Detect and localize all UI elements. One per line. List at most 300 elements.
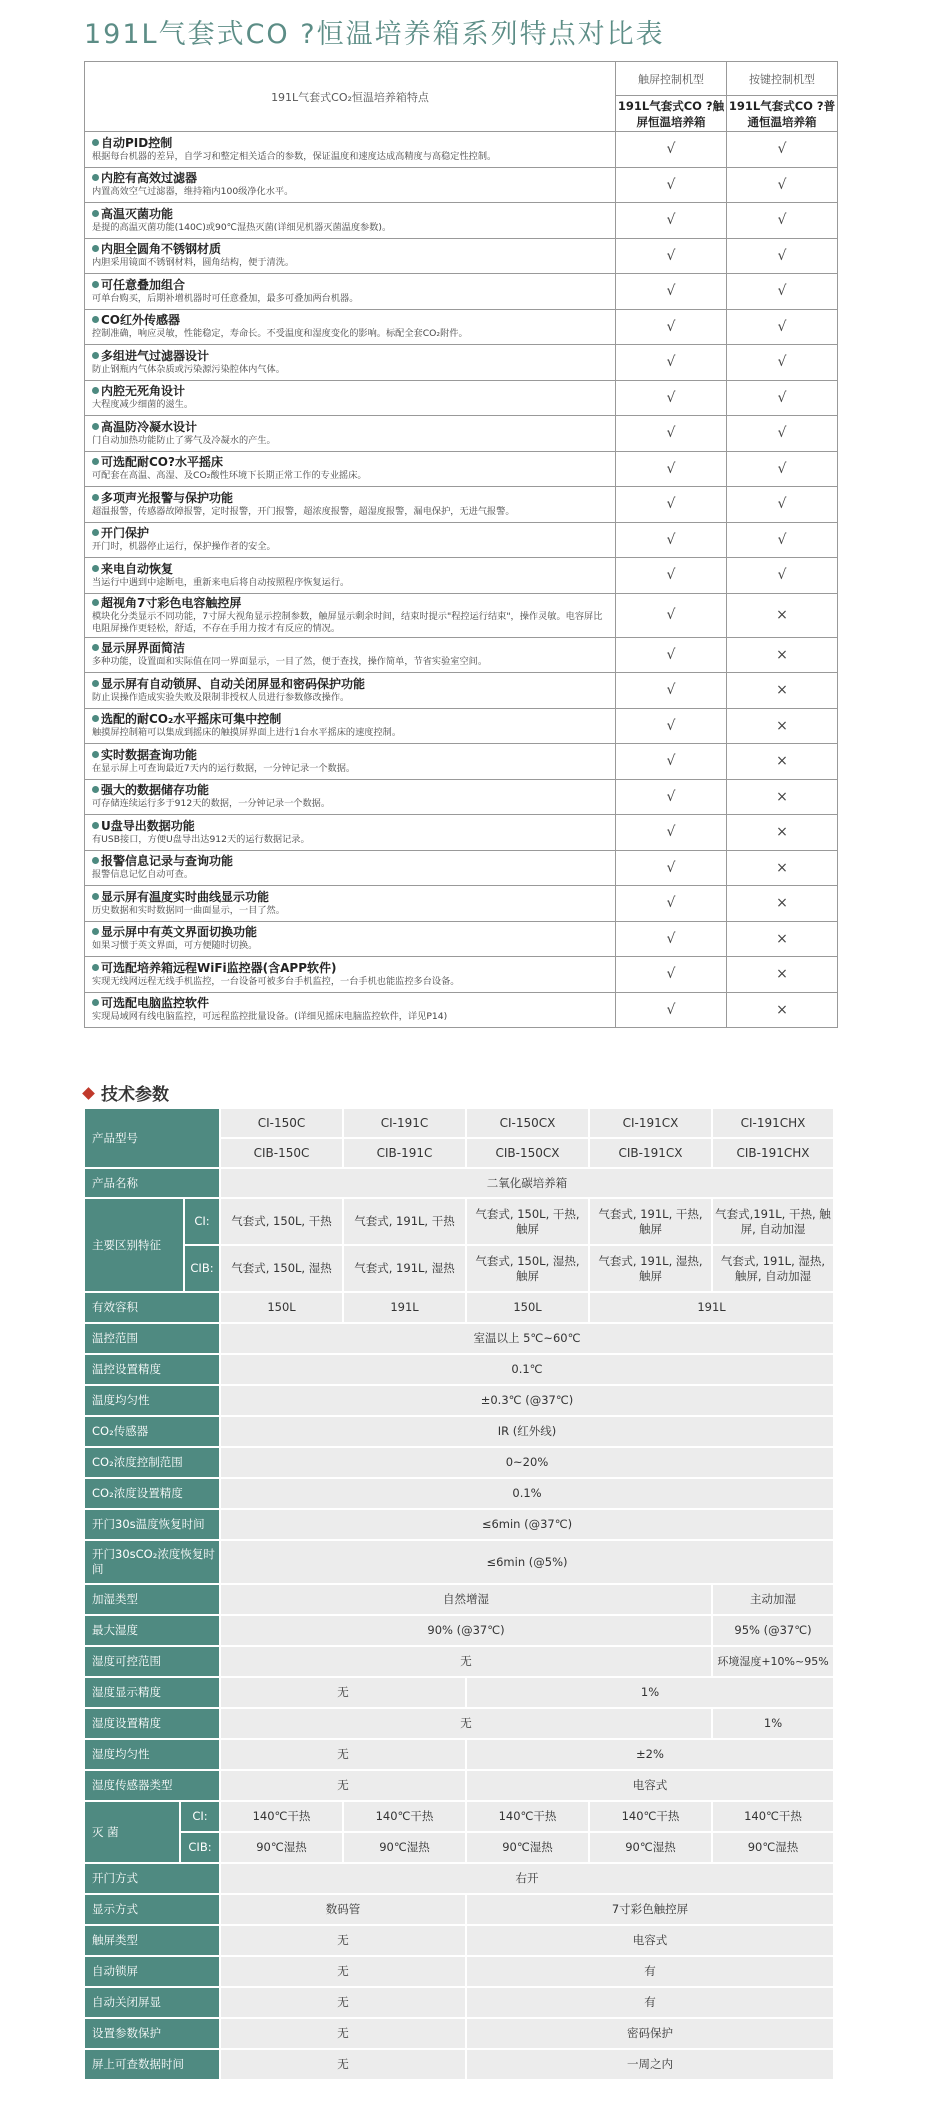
- button-mark: √: [727, 167, 838, 203]
- button-mark: ×: [727, 850, 838, 886]
- touch-mark: √: [616, 957, 727, 993]
- humid-set-label: 湿度设置精度: [84, 1708, 220, 1739]
- feature-desc: 实现局域网有线电脑监控，可远程监控批量设备。(详细见摇床电脑监控软件，详见P14): [92, 1011, 448, 1023]
- subheader-button: 191L气套式CO ?普通恒温培养箱: [727, 96, 838, 132]
- comparison-row: [85, 522, 838, 558]
- bullet-icon: [92, 599, 99, 606]
- feature-name-text: 自动PID控制: [101, 135, 173, 150]
- comparison-row: [85, 957, 838, 993]
- spec-label: 显示方式: [84, 1894, 220, 1925]
- touch-mark: √: [616, 274, 727, 310]
- feature-name: [92, 712, 609, 727]
- bullet-icon: [92, 494, 99, 501]
- feature-name: [92, 420, 609, 435]
- comparison-row: [85, 708, 838, 744]
- feature-name: [92, 171, 609, 186]
- model-cib-cell: CIB-150CX: [466, 1138, 589, 1168]
- feature-cell: [85, 850, 616, 886]
- feature-cell: [85, 380, 616, 416]
- touch-mark: √: [616, 593, 727, 637]
- feature-name: [92, 384, 609, 399]
- feature-name-text: 多项声光报警与保护功能: [101, 490, 234, 505]
- comparison-row: [85, 637, 838, 673]
- bullet-icon: [92, 644, 99, 651]
- touch-mark: √: [616, 132, 727, 168]
- spec-value: 室温以上 5℃~60℃: [220, 1323, 834, 1354]
- spec-value: IR (红外线): [220, 1416, 834, 1447]
- feature-name: [92, 641, 609, 656]
- button-mark: √: [727, 451, 838, 487]
- subheader-touch: 191L气套式CO ?触屏恒温培养箱: [616, 96, 727, 132]
- feature-name-text: 来电自动恢复: [101, 561, 174, 576]
- spec-pair-row: [84, 1925, 834, 1956]
- header-button: 按键控制机型: [727, 62, 838, 96]
- feature-cell: [85, 345, 616, 381]
- steril-cib-cell: 90℃湿热: [712, 1832, 834, 1863]
- feature-name-text: 显示屏有温度实时曲线显示功能: [101, 889, 270, 904]
- feature-name-text: 内腔有高效过滤器: [101, 171, 198, 186]
- spec-pair-row: [84, 1956, 834, 1987]
- bullet-icon: [92, 857, 99, 864]
- feature-cell: [85, 744, 616, 780]
- humid-sensor-a: 无: [220, 1770, 466, 1801]
- diff-ci-cell: 气套式,191L, 干热, 触屏, 自动加湿: [712, 1198, 834, 1245]
- spec-value-b: 电容式: [466, 1925, 834, 1956]
- spec-row: [84, 1447, 834, 1478]
- volume-cell: 191L: [343, 1292, 466, 1323]
- touch-mark: √: [616, 815, 727, 851]
- spec-value: 0.1℃: [220, 1354, 834, 1385]
- bullet-icon: [92, 751, 99, 758]
- header-feature: 191L气套式CO₂恒温培养箱特点: [85, 62, 616, 132]
- feature-desc: 当运行中遇到中途断电，重新来电后将自动按照程序恢复运行。: [92, 576, 350, 588]
- steril-ci-cell: 140℃干热: [343, 1801, 466, 1832]
- steril-ci-cell: 140℃干热: [712, 1801, 834, 1832]
- diff-cib-cell: 气套式, 150L, 湿热: [220, 1245, 343, 1292]
- door-value: 右开: [220, 1863, 834, 1894]
- humid-uni-a: 无: [220, 1739, 466, 1770]
- feature-desc: 根据每台机器的差异，自学习和整定相关适合的参数，保证温度和速度达成高精度与高稳定性控制。: [92, 150, 497, 162]
- steril-cib-tag: CIB:: [180, 1832, 220, 1863]
- button-mark: ×: [727, 815, 838, 851]
- feature-cell: [85, 309, 616, 345]
- spec-value-a: 无: [220, 1925, 466, 1956]
- feature-name: [92, 748, 609, 763]
- touch-mark: √: [616, 309, 727, 345]
- comparison-row: [85, 345, 838, 381]
- feature-name-text: U盘导出数据功能: [101, 818, 195, 833]
- touch-mark: √: [616, 380, 727, 416]
- spec-row: [84, 1478, 834, 1509]
- touch-mark: √: [616, 345, 727, 381]
- touch-mark: √: [616, 238, 727, 274]
- humid-uni-b: ±2%: [466, 1739, 834, 1770]
- diff-cib-cell: 气套式, 191L, 湿热: [343, 1245, 466, 1292]
- spec-value: 0~20%: [220, 1447, 834, 1478]
- feature-desc: 防止钢瓶内气体杂质或污染源污染腔体内气体。: [92, 363, 285, 375]
- comparison-row: [85, 886, 838, 922]
- comparison-row: [85, 132, 838, 168]
- feature-desc: 实现无线网远程无线手机监控，一台设备可被多台手机监控，一台手机也能监控多台设备。: [92, 975, 460, 987]
- feature-desc: 多种功能，设置面和实际值在同一界面显示，一目了然，便于查找，操作简单，节省实验室空间。: [92, 656, 488, 668]
- comparison-row: [85, 451, 838, 487]
- feature-cell: [85, 238, 616, 274]
- steril-cib-cell: 90℃湿热: [343, 1832, 466, 1863]
- steril-label: 灭 菌: [84, 1801, 180, 1863]
- humid-type-a: 自然增湿: [220, 1584, 712, 1615]
- spec-label: 温度均匀性: [84, 1385, 220, 1416]
- feature-name-text: 内腔无死角设计: [101, 384, 186, 399]
- feature-name: [92, 313, 609, 328]
- model-cib-cell: CIB-150C: [220, 1138, 343, 1168]
- button-mark: ×: [727, 744, 838, 780]
- diff-cib-cell: 气套式, 191L, 湿热, 触屏: [589, 1245, 712, 1292]
- max-humid-a: 90% (@37℃): [220, 1615, 712, 1646]
- button-mark: ×: [727, 708, 838, 744]
- feature-name-text: 可选配耐CO?水平摇床: [101, 455, 223, 470]
- feature-name-text: 显示屏界面简洁: [101, 641, 186, 656]
- touch-mark: √: [616, 167, 727, 203]
- feature-name: [92, 562, 609, 577]
- button-mark: ×: [727, 593, 838, 637]
- diff-ci-tag: CI:: [184, 1198, 220, 1245]
- spec-value: ≤6min (@37℃): [220, 1509, 834, 1540]
- diff-ci-cell: 气套式, 150L, 干热, 触屏: [466, 1198, 589, 1245]
- feature-name-text: 超视角7寸彩色电容触控屏: [101, 595, 242, 610]
- spec-pair-row: [84, 1987, 834, 2018]
- bullet-icon: [92, 999, 99, 1006]
- bullet-icon: [92, 281, 99, 288]
- humid-disp-label: 湿度显示精度: [84, 1677, 220, 1708]
- button-mark: √: [727, 274, 838, 310]
- feature-name: [92, 854, 609, 869]
- diamond-icon: [82, 1087, 95, 1100]
- touch-mark: √: [616, 673, 727, 709]
- feature-cell: [85, 132, 616, 168]
- touch-mark: √: [616, 886, 727, 922]
- feature-name-text: 实时数据查询功能: [101, 747, 198, 762]
- feature-desc: 超温报警，传感器故障报警，定时报警，开门报警，超浓度报警，超湿度报警，漏电保护，无进气报警。: [92, 505, 515, 517]
- humid-sensor-b: 电容式: [466, 1770, 834, 1801]
- feature-name: [92, 455, 609, 470]
- steril-ci-cell: 140℃干热: [466, 1801, 589, 1832]
- tech-spec-table: [84, 1108, 834, 2080]
- spec-value-a: 数码管: [220, 1894, 466, 1925]
- steril-cib-cell: 90℃湿热: [220, 1832, 343, 1863]
- spec-row: [84, 1323, 834, 1354]
- bullet-icon: [92, 529, 99, 536]
- bullet-icon: [92, 565, 99, 572]
- model-ci-cell: CI-150CX: [466, 1108, 589, 1138]
- humid-type-label: 加湿类型: [84, 1584, 220, 1615]
- steril-cib-cell: 90℃湿热: [466, 1832, 589, 1863]
- comparison-row: [85, 558, 838, 594]
- spec-value-b: 一周之内: [466, 2049, 834, 2080]
- diff-cib-cell: 气套式, 150L, 湿热, 触屏: [466, 1245, 589, 1292]
- comparison-row: [85, 380, 838, 416]
- touch-mark: √: [616, 487, 727, 523]
- comparison-row: [85, 203, 838, 239]
- feature-desc: 可存储连续运行多于912天的数据，一分钟记录一个数据。: [92, 798, 331, 810]
- feature-comparison-table: [84, 61, 838, 1028]
- diff-ci-cell: 气套式, 191L, 干热: [343, 1198, 466, 1245]
- spec-label: 设置参数保护: [84, 2018, 220, 2049]
- max-humid-label: 最大湿度: [84, 1615, 220, 1646]
- touch-mark: √: [616, 203, 727, 239]
- touch-mark: √: [616, 744, 727, 780]
- feature-desc: 如果习惯于英文界面，可方便随时切换。: [92, 940, 258, 952]
- spec-value-b: 密码保护: [466, 2018, 834, 2049]
- feature-desc: 内置高效空气过滤器，维持箱内100级净化水平。: [92, 186, 294, 198]
- comparison-row: [85, 673, 838, 709]
- spec-pair-row: [84, 2018, 834, 2049]
- feature-desc: 是提的高温灭菌功能(140C)或90℃湿热灭菌(详细见机器灭菌温度参数)。: [92, 221, 392, 233]
- feature-cell: [85, 593, 616, 637]
- spec-row: [84, 1385, 834, 1416]
- feature-cell: [85, 451, 616, 487]
- humid-set-a: 无: [220, 1708, 712, 1739]
- steril-cib-cell: 90℃湿热: [589, 1832, 712, 1863]
- spec-pair-row: [84, 2049, 834, 2080]
- bullet-icon: [92, 423, 99, 430]
- bullet-icon: [92, 316, 99, 323]
- humid-sensor-label: 湿度传感器类型: [84, 1770, 220, 1801]
- feature-desc: 大程度减少细菌的滋生。: [92, 399, 194, 411]
- feature-desc: 防止误操作造成实验失败及限制非授权人员进行参数修改操作。: [92, 691, 350, 703]
- comparison-row: [85, 815, 838, 851]
- bullet-icon: [92, 174, 99, 181]
- feature-name-text: 可选配培养箱远程WiFi监控器(含APP软件): [101, 960, 337, 975]
- volume-label: 有效容积: [84, 1292, 220, 1323]
- diff-cib-cell: 气套式, 191L, 湿热, 触屏, 自动加湿: [712, 1245, 834, 1292]
- humid-disp-b: 1%: [466, 1677, 834, 1708]
- touch-mark: √: [616, 779, 727, 815]
- humid-uni-label: 湿度均匀性: [84, 1739, 220, 1770]
- feature-cell: [85, 708, 616, 744]
- button-mark: √: [727, 380, 838, 416]
- feature-desc: 模块化分类显示不同功能，7寸屏大视角显示控制参数，触屏显示剩余时间，结束时提示"程控运行结束"，操作灵敏。电容屏比电阻屏操作更轻松，舒适，不存在手用力按才有反应的情况。: [92, 610, 603, 634]
- name-value: 二氧化碳培养箱: [220, 1168, 834, 1198]
- button-mark: ×: [727, 637, 838, 673]
- feature-cell: [85, 815, 616, 851]
- bullet-icon: [92, 210, 99, 217]
- feature-name-text: 显示屏中有英文界面切换功能: [101, 925, 258, 940]
- feature-name: [92, 526, 609, 541]
- diff-ci-cell: 气套式, 150L, 干热: [220, 1198, 343, 1245]
- humid-range-label: 湿度可控范围: [84, 1646, 220, 1677]
- spec-label: 屏上可查数据时间: [84, 2049, 220, 2080]
- bullet-icon: [92, 680, 99, 687]
- button-mark: ×: [727, 957, 838, 993]
- feature-cell: [85, 673, 616, 709]
- model-ci-cell: CI-191C: [343, 1108, 466, 1138]
- name-label: 产品名称: [84, 1168, 220, 1198]
- feature-cell: [85, 637, 616, 673]
- comparison-row: [85, 309, 838, 345]
- spec-row: [84, 1354, 834, 1385]
- spec-label: 温控设置精度: [84, 1354, 220, 1385]
- button-mark: √: [727, 238, 838, 274]
- steril-ci-cell: 140℃干热: [589, 1801, 712, 1832]
- button-mark: √: [727, 416, 838, 452]
- feature-name-text: 多组进气过滤器设计: [101, 348, 210, 363]
- feature-name: [92, 819, 609, 834]
- model-label: 产品型号: [84, 1108, 220, 1168]
- feature-desc: 有USB接口，方便U盘导出达912天的运行数据记录。: [92, 833, 310, 845]
- model-ci-cell: CI-191CHX: [712, 1108, 834, 1138]
- feature-name: [92, 996, 609, 1011]
- feature-cell: [85, 167, 616, 203]
- comparison-row: [85, 992, 838, 1028]
- bullet-icon: [92, 458, 99, 465]
- co2-recover-label: 开门30sCO₂浓度恢复时间: [84, 1540, 220, 1584]
- feature-name: [92, 890, 609, 905]
- comparison-row: [85, 487, 838, 523]
- feature-cell: [85, 558, 616, 594]
- feature-name-text: 内胆全圆角不锈钢材质: [101, 242, 222, 257]
- button-mark: √: [727, 487, 838, 523]
- bullet-icon: [92, 786, 99, 793]
- button-mark: √: [727, 132, 838, 168]
- feature-desc: 控制准确，响应灵敏，性能稳定，寿命长。不受温度和湿度变化的影响。标配全套CO₂附件。: [92, 328, 468, 340]
- humid-range-a: 无: [220, 1646, 712, 1677]
- feature-cell: [85, 957, 616, 993]
- spec-row: [84, 1509, 834, 1540]
- feature-name-text: CO红外传感器: [101, 313, 181, 328]
- button-mark: √: [727, 309, 838, 345]
- feature-cell: [85, 992, 616, 1028]
- button-mark: ×: [727, 673, 838, 709]
- bullet-icon: [92, 893, 99, 900]
- bullet-icon: [92, 387, 99, 394]
- touch-mark: √: [616, 637, 727, 673]
- bullet-icon: [92, 822, 99, 829]
- feature-name: [92, 783, 609, 798]
- touch-mark: √: [616, 451, 727, 487]
- feature-name: [92, 677, 609, 692]
- feature-desc: 内胆采用镜面不锈钢材料，圆角结构，便于清洗。: [92, 257, 295, 269]
- comparison-row: [85, 744, 838, 780]
- feature-cell: [85, 522, 616, 558]
- button-mark: ×: [727, 886, 838, 922]
- feature-cell: [85, 416, 616, 452]
- model-ci-cell: CI-150C: [220, 1108, 343, 1138]
- spec-label: CO₂传感器: [84, 1416, 220, 1447]
- header-touch: 触屏控制机型: [616, 62, 727, 96]
- touch-mark: √: [616, 921, 727, 957]
- button-mark: √: [727, 558, 838, 594]
- button-mark: √: [727, 522, 838, 558]
- humid-range-b: 环境湿度+10%~95%: [712, 1646, 834, 1677]
- bullet-icon: [92, 964, 99, 971]
- humid-set-b: 1%: [712, 1708, 834, 1739]
- humid-disp-a: 无: [220, 1677, 466, 1708]
- feature-desc: 可单台购买，后期补增机器时可任意叠加，最多可叠加两台机器。: [92, 292, 359, 304]
- steril-ci-tag: CI:: [180, 1801, 220, 1832]
- touch-mark: √: [616, 992, 727, 1028]
- door-label: 开门方式: [84, 1863, 220, 1894]
- comparison-row: [85, 850, 838, 886]
- feature-name: [92, 491, 609, 506]
- feature-desc: 开门时，机器停止运行，保护操作者的安全。: [92, 541, 276, 553]
- feature-name: [92, 349, 609, 364]
- spec-label: 自动关闭屏显: [84, 1987, 220, 2018]
- feature-name: [92, 242, 609, 257]
- spec-label: 自动锁屏: [84, 1956, 220, 1987]
- feature-name-text: 可选配电脑监控软件: [101, 996, 210, 1011]
- model-ci-cell: CI-191CX: [589, 1108, 712, 1138]
- spec-value-b: 有: [466, 1987, 834, 2018]
- feature-desc: 触摸屏控制箱可以集成到摇床的触摸屏界面上进行1台水平摇床的速度控制。: [92, 727, 402, 739]
- bullet-icon: [92, 139, 99, 146]
- feature-cell: [85, 487, 616, 523]
- feature-cell: [85, 274, 616, 310]
- feature-desc: 在显示屏上可查询最近7天内的运行数据，一分钟记录一个数据。: [92, 762, 356, 774]
- feature-desc: 报警信息记忆自动可查。: [92, 869, 194, 881]
- touch-mark: √: [616, 416, 727, 452]
- spec-row: [84, 1416, 834, 1447]
- comparison-row: [85, 593, 838, 637]
- spec-value: ±0.3℃ (@37℃): [220, 1385, 834, 1416]
- volume-cell: 191L: [589, 1292, 834, 1323]
- co2-recover-value: ≤6min (@5%): [220, 1540, 834, 1584]
- feature-cell: [85, 921, 616, 957]
- feature-name-text: 强大的数据储存功能: [101, 783, 210, 798]
- touch-mark: √: [616, 708, 727, 744]
- spec-label: 温控范围: [84, 1323, 220, 1354]
- feature-name: [92, 136, 609, 151]
- bullet-icon: [92, 245, 99, 252]
- tech-section-title: 技术参数: [84, 1080, 169, 1105]
- spec-value-a: 无: [220, 1956, 466, 1987]
- comparison-row: [85, 921, 838, 957]
- comparison-row: [85, 274, 838, 310]
- button-mark: √: [727, 203, 838, 239]
- feature-name-text: 高温防冷凝水设计: [101, 419, 198, 434]
- spec-label: CO₂浓度设置精度: [84, 1478, 220, 1509]
- feature-name: [92, 207, 609, 222]
- feature-name-text: 选配的耐CO₂水平摇床可集中控制: [101, 712, 282, 727]
- touch-mark: √: [616, 558, 727, 594]
- volume-cell: 150L: [220, 1292, 343, 1323]
- bullet-icon: [92, 352, 99, 359]
- diff-cib-tag: CIB:: [184, 1245, 220, 1292]
- diff-ci-cell: 气套式, 191L, 干热, 触屏: [589, 1198, 712, 1245]
- spec-value-b: 7寸彩色触控屏: [466, 1894, 834, 1925]
- feature-desc: 历史数据和实时数据同一曲面显示，一目了然。: [92, 904, 285, 916]
- bullet-icon: [92, 928, 99, 935]
- volume-cell: 150L: [466, 1292, 589, 1323]
- button-mark: ×: [727, 992, 838, 1028]
- spec-value-b: 有: [466, 1956, 834, 1987]
- feature-name-text: 开门保护: [101, 526, 150, 541]
- humid-type-b: 主动加湿: [712, 1584, 834, 1615]
- spec-pair-row: [84, 1894, 834, 1925]
- feature-cell: [85, 203, 616, 239]
- bullet-icon: [92, 715, 99, 722]
- comparison-row: [85, 167, 838, 203]
- spec-value-a: 无: [220, 2018, 466, 2049]
- feature-cell: [85, 886, 616, 922]
- feature-name-text: 报警信息记录与查询功能: [101, 854, 234, 869]
- comparison-row: [85, 238, 838, 274]
- feature-name-text: 高温灭菌功能: [101, 206, 174, 221]
- button-mark: √: [727, 345, 838, 381]
- button-mark: ×: [727, 779, 838, 815]
- feature-desc: 门自动加热功能防止了雾气及冷凝水的产生。: [92, 434, 276, 446]
- spec-value-a: 无: [220, 2049, 466, 2080]
- spec-label: 开门30s温度恢复时间: [84, 1509, 220, 1540]
